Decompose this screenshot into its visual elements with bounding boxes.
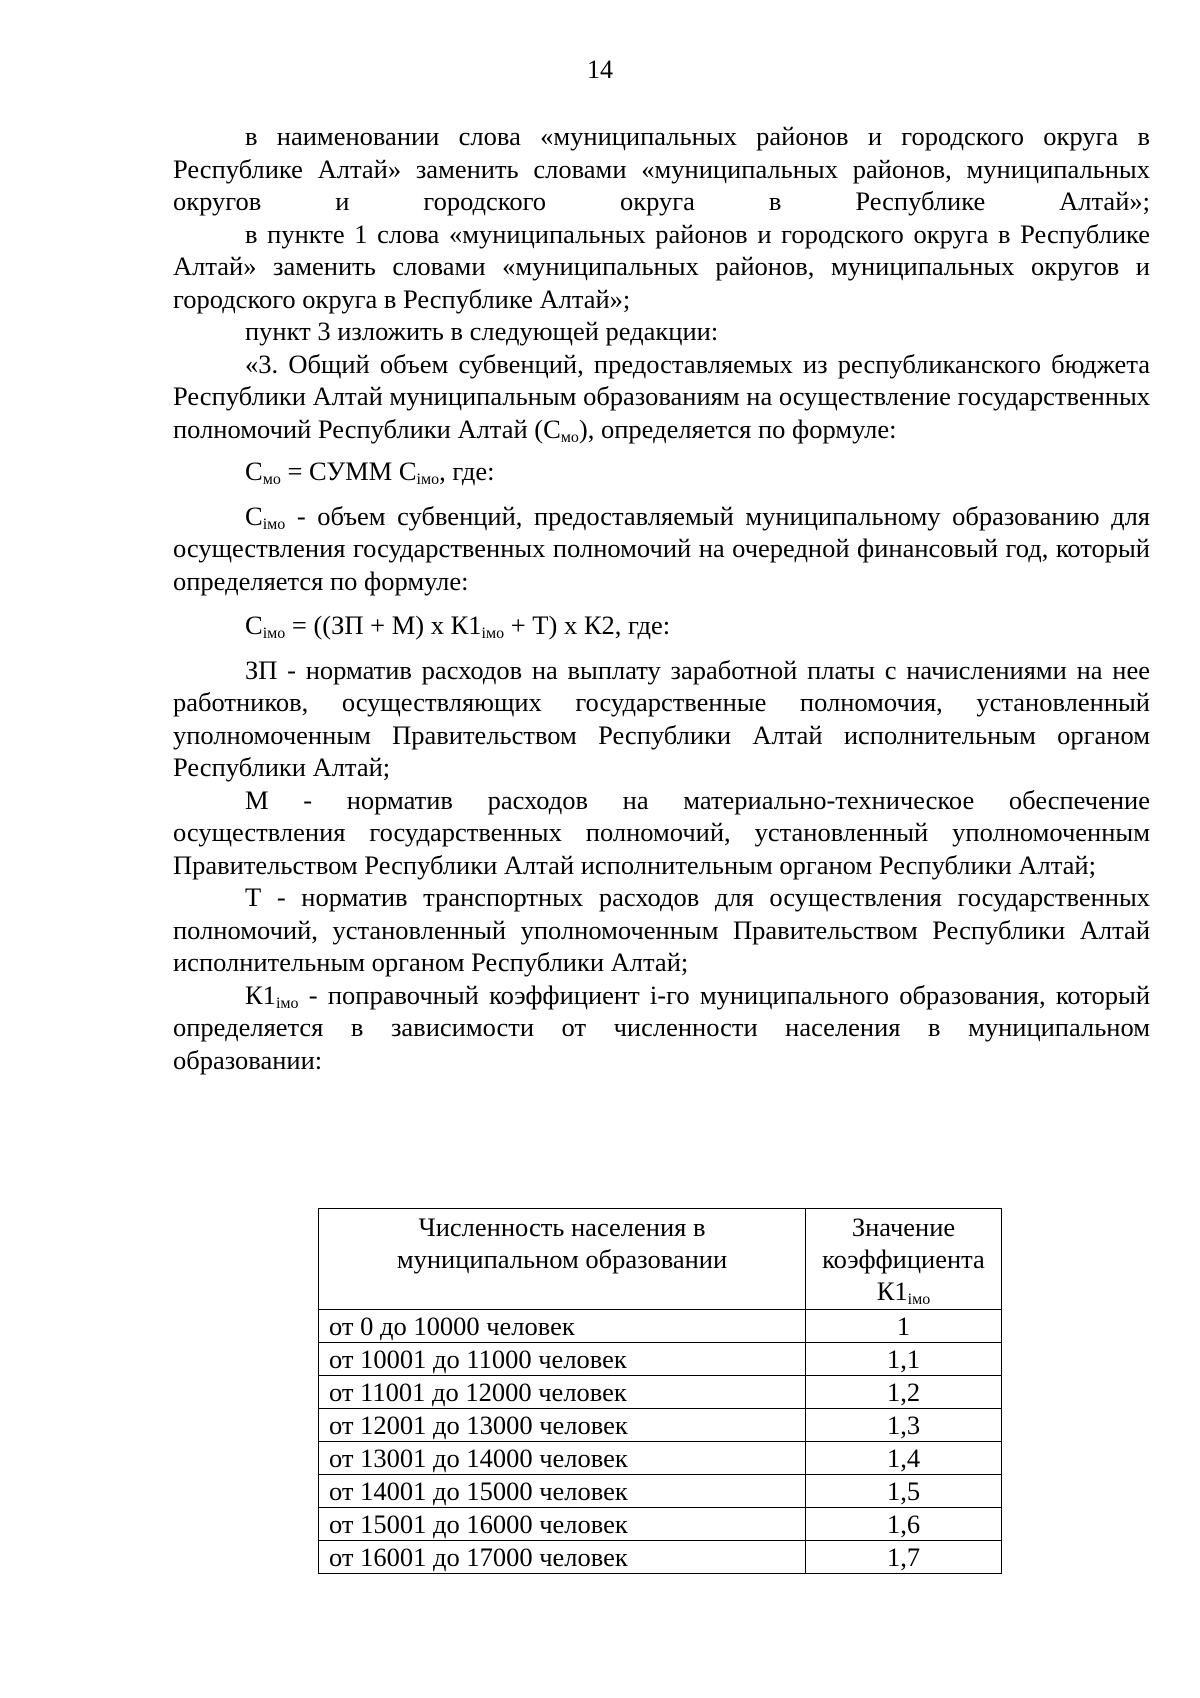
table-row: [319, 1475, 1002, 1508]
table-row: [319, 1541, 1002, 1574]
table-header-row: [319, 1209, 1002, 1310]
coefficient-value: 1,6: [806, 1508, 1002, 1541]
subscript: iмо: [416, 471, 440, 488]
coefficient-value: 1,7: [806, 1541, 1002, 1574]
coefficient-value: 1,3: [806, 1409, 1002, 1442]
coefficient-value: 1,2: [806, 1376, 1002, 1409]
paragraph-text: в наименовании слова «муниципальных районов и городского округа в Республике Алтай» заменить словами «муниципальных районов, муниципальных округов и городского округа в Республике Алтай»;: [173, 121, 1150, 216]
paragraph-text: К1: [245, 979, 276, 1010]
population-range: от 12001 до 13000 человек: [319, 1409, 806, 1442]
paragraph-text: - поправочный коэффициент i-го муниципального образования, который определяется в зависимости от численности населения в муниципальном образовании:: [173, 979, 1150, 1075]
paragraph-text: М - норматив расходов на материально-техническое обеспечение осуществления государственных полномочий, установленный уполномоченным Правительством Республики Алтай исполнительным органом Республики Алтай;: [173, 784, 1150, 880]
subscript: iмо: [481, 625, 505, 642]
paragraph-point-1: [173, 218, 1150, 316]
paragraph-zp-definition: [173, 654, 1150, 784]
header-text: Численность населения в муниципальном образовании: [396, 1212, 728, 1274]
subscript: iмо: [907, 1291, 931, 1308]
header-coefficient: [806, 1209, 1002, 1310]
coefficient-value: 1,1: [806, 1343, 1002, 1376]
coefficient-value: 1,5: [806, 1475, 1002, 1508]
paragraph-text: ЗП - норматив расходов на выплату заработной платы с начислениями на нее работников, осуществляющих государственные полномочия, установленный уполномоченным Правительством Республики Алтай исполнительным органом Республики Алтай;: [173, 654, 1150, 782]
coefficient-value: 1,4: [806, 1442, 1002, 1475]
population-range: от 0 до 10000 человек: [319, 1310, 806, 1343]
paragraph-text: Т - норматив транспортных расходов для осуществления государственных полномочий, установленный уполномоченным Правительством Республики Алтай исполнительным органом Республики Алтай;: [173, 882, 1150, 977]
paragraph-text: пункт 3 изложить в следующей редакции:: [245, 316, 719, 346]
table-row: [319, 1343, 1002, 1376]
population-range: от 11001 до 12000 человек: [319, 1376, 806, 1409]
table-row: [319, 1508, 1002, 1541]
population-range: от 15001 до 16000 человек: [319, 1508, 806, 1541]
paragraph-subvention-municipal: [173, 500, 1150, 598]
table-row: [319, 1310, 1002, 1343]
formula-part: С: [245, 456, 263, 486]
table-row: [319, 1376, 1002, 1409]
paragraph-m-definition: [173, 784, 1150, 882]
header-population: [319, 1209, 806, 1310]
table-row: [319, 1442, 1002, 1475]
population-range: от 13001 до 14000 человек: [319, 1442, 806, 1475]
subscript: мо: [262, 471, 281, 488]
formula-part: , где:: [439, 456, 495, 486]
formula-part: = ((ЗП + М) х К1: [285, 610, 482, 640]
subscript: мо: [560, 428, 579, 446]
population-range: от 14001 до 15000 человек: [319, 1475, 806, 1508]
paragraph-rename-title: [173, 120, 1150, 218]
document-body: [173, 120, 1150, 1076]
population-range: от 10001 до 11000 человек: [319, 1343, 806, 1376]
table-row: [319, 1409, 1002, 1442]
paragraph-subvention-total: [173, 348, 1150, 446]
paragraph-text: «3. Общий объем субвенций, предоставляемых из республиканского бюджета Республики Алтай муниципальным образованиям на осуществление государственных полномочий Республики Алтай (С: [173, 348, 1150, 444]
formula-total: [173, 455, 1150, 488]
page-number: 14: [587, 55, 613, 84]
formula-part: = СУММ С: [280, 456, 417, 486]
formula-part: + Т) х К2, где:: [504, 610, 671, 640]
population-range: от 16001 до 17000 человек: [319, 1541, 806, 1574]
paragraph-k1-definition: [173, 979, 1150, 1077]
coefficient-value: 1: [806, 1310, 1002, 1343]
paragraph-text: в пункте 1 слова «муниципальных районов и городского округа в Республике Алтай» заменить словами «муниципальных районов, муниципальных округов и городского округа в Республике Алтай»;: [173, 218, 1150, 314]
paragraph-point-3-intro: [173, 315, 1150, 348]
subscript: iмо: [262, 625, 286, 642]
coefficient-table: [318, 1208, 1002, 1574]
formula-part: С: [245, 610, 263, 640]
formula-municipal: [173, 609, 1150, 642]
paragraph-t-definition: [173, 881, 1150, 979]
subscript: iмо: [275, 994, 299, 1012]
paragraph-text: С: [245, 500, 263, 531]
subscript: iмо: [262, 515, 286, 533]
header-text: Значение коэффициента К1: [822, 1212, 985, 1306]
paragraph-text: ), определяется по формуле:: [578, 413, 897, 444]
paragraph-text: - объем субвенций, предоставляемый муниципальному образованию для осуществления государственных полномочий на очередной финансовый год, который определяется по формуле:: [173, 500, 1150, 596]
